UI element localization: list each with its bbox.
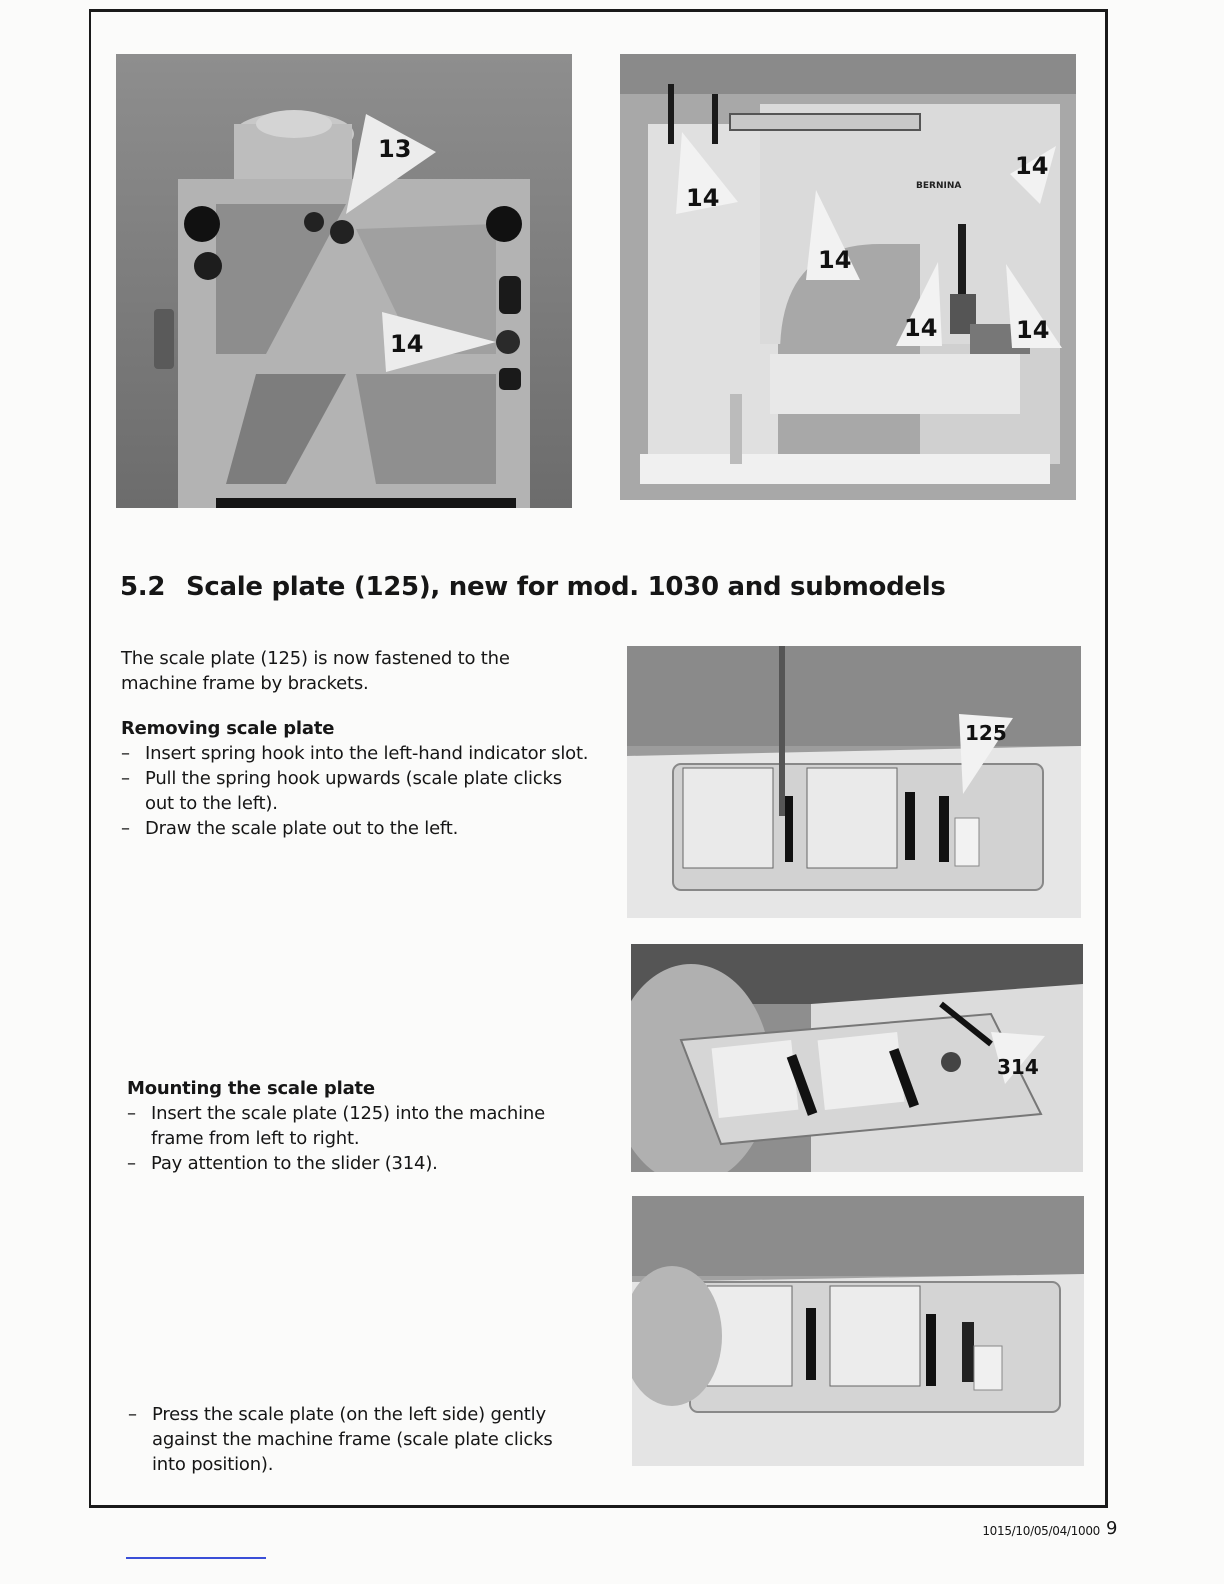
callout-14: 14 xyxy=(390,330,424,358)
mounting-step: – Insert the scale plate (125) into the machine frame from left to right. xyxy=(127,1101,567,1151)
photo-scale-plate-inserting xyxy=(631,944,1083,1172)
photo-machine-front xyxy=(620,54,1076,506)
photo-machine-underside xyxy=(116,54,572,508)
removing-step: – Pull the spring hook upwards (scale plate clicks out to the left). xyxy=(121,766,591,816)
mounting-steps xyxy=(127,1101,567,1176)
removing-steps xyxy=(121,741,591,841)
callout-125: 125 xyxy=(965,721,1007,745)
section-number: 5.2 xyxy=(120,572,166,602)
callout-314: 314 xyxy=(997,1055,1039,1079)
mounting-step: – Pay attention to the slider (314). xyxy=(127,1151,567,1176)
bernina-logo: BERNINA xyxy=(916,181,962,191)
callout-14e: 14 xyxy=(1016,316,1050,344)
final-steps xyxy=(128,1402,568,1477)
removing-heading: Removing scale plate xyxy=(121,718,335,739)
mounting-section xyxy=(127,1076,567,1176)
photo-scale-plate-removing xyxy=(627,646,1081,918)
section-title: Scale plate (125), new for mod. 1030 and submodels xyxy=(186,572,946,602)
page-number: 9 xyxy=(1106,1518,1118,1539)
intro-paragraph xyxy=(121,646,541,696)
document-code: 1015/10/05/04/1000 xyxy=(982,1524,1100,1538)
callout-14a: 14 xyxy=(686,184,720,212)
callout-14d: 14 xyxy=(904,314,938,342)
final-step: – Press the scale plate (on the left side) gently against the machine frame (scale plate clicks into position). xyxy=(128,1402,568,1477)
callout-13: 13 xyxy=(378,135,412,163)
photo-scale-plate-mounted xyxy=(632,1196,1084,1466)
section-heading xyxy=(120,572,946,602)
removing-step: – Insert spring hook into the left-hand indicator slot. xyxy=(121,741,591,766)
callout-14b: 14 xyxy=(1015,152,1049,180)
removing-section xyxy=(121,716,591,841)
final-section xyxy=(128,1402,568,1477)
removing-step: – Draw the scale plate out to the left. xyxy=(121,816,591,841)
intro-text: The scale plate (125) is now fastened to the machine frame by brackets. xyxy=(121,648,510,694)
edge-mark xyxy=(126,1557,266,1559)
mounting-heading: Mounting the scale plate xyxy=(127,1078,375,1099)
callout-14c: 14 xyxy=(818,246,852,274)
